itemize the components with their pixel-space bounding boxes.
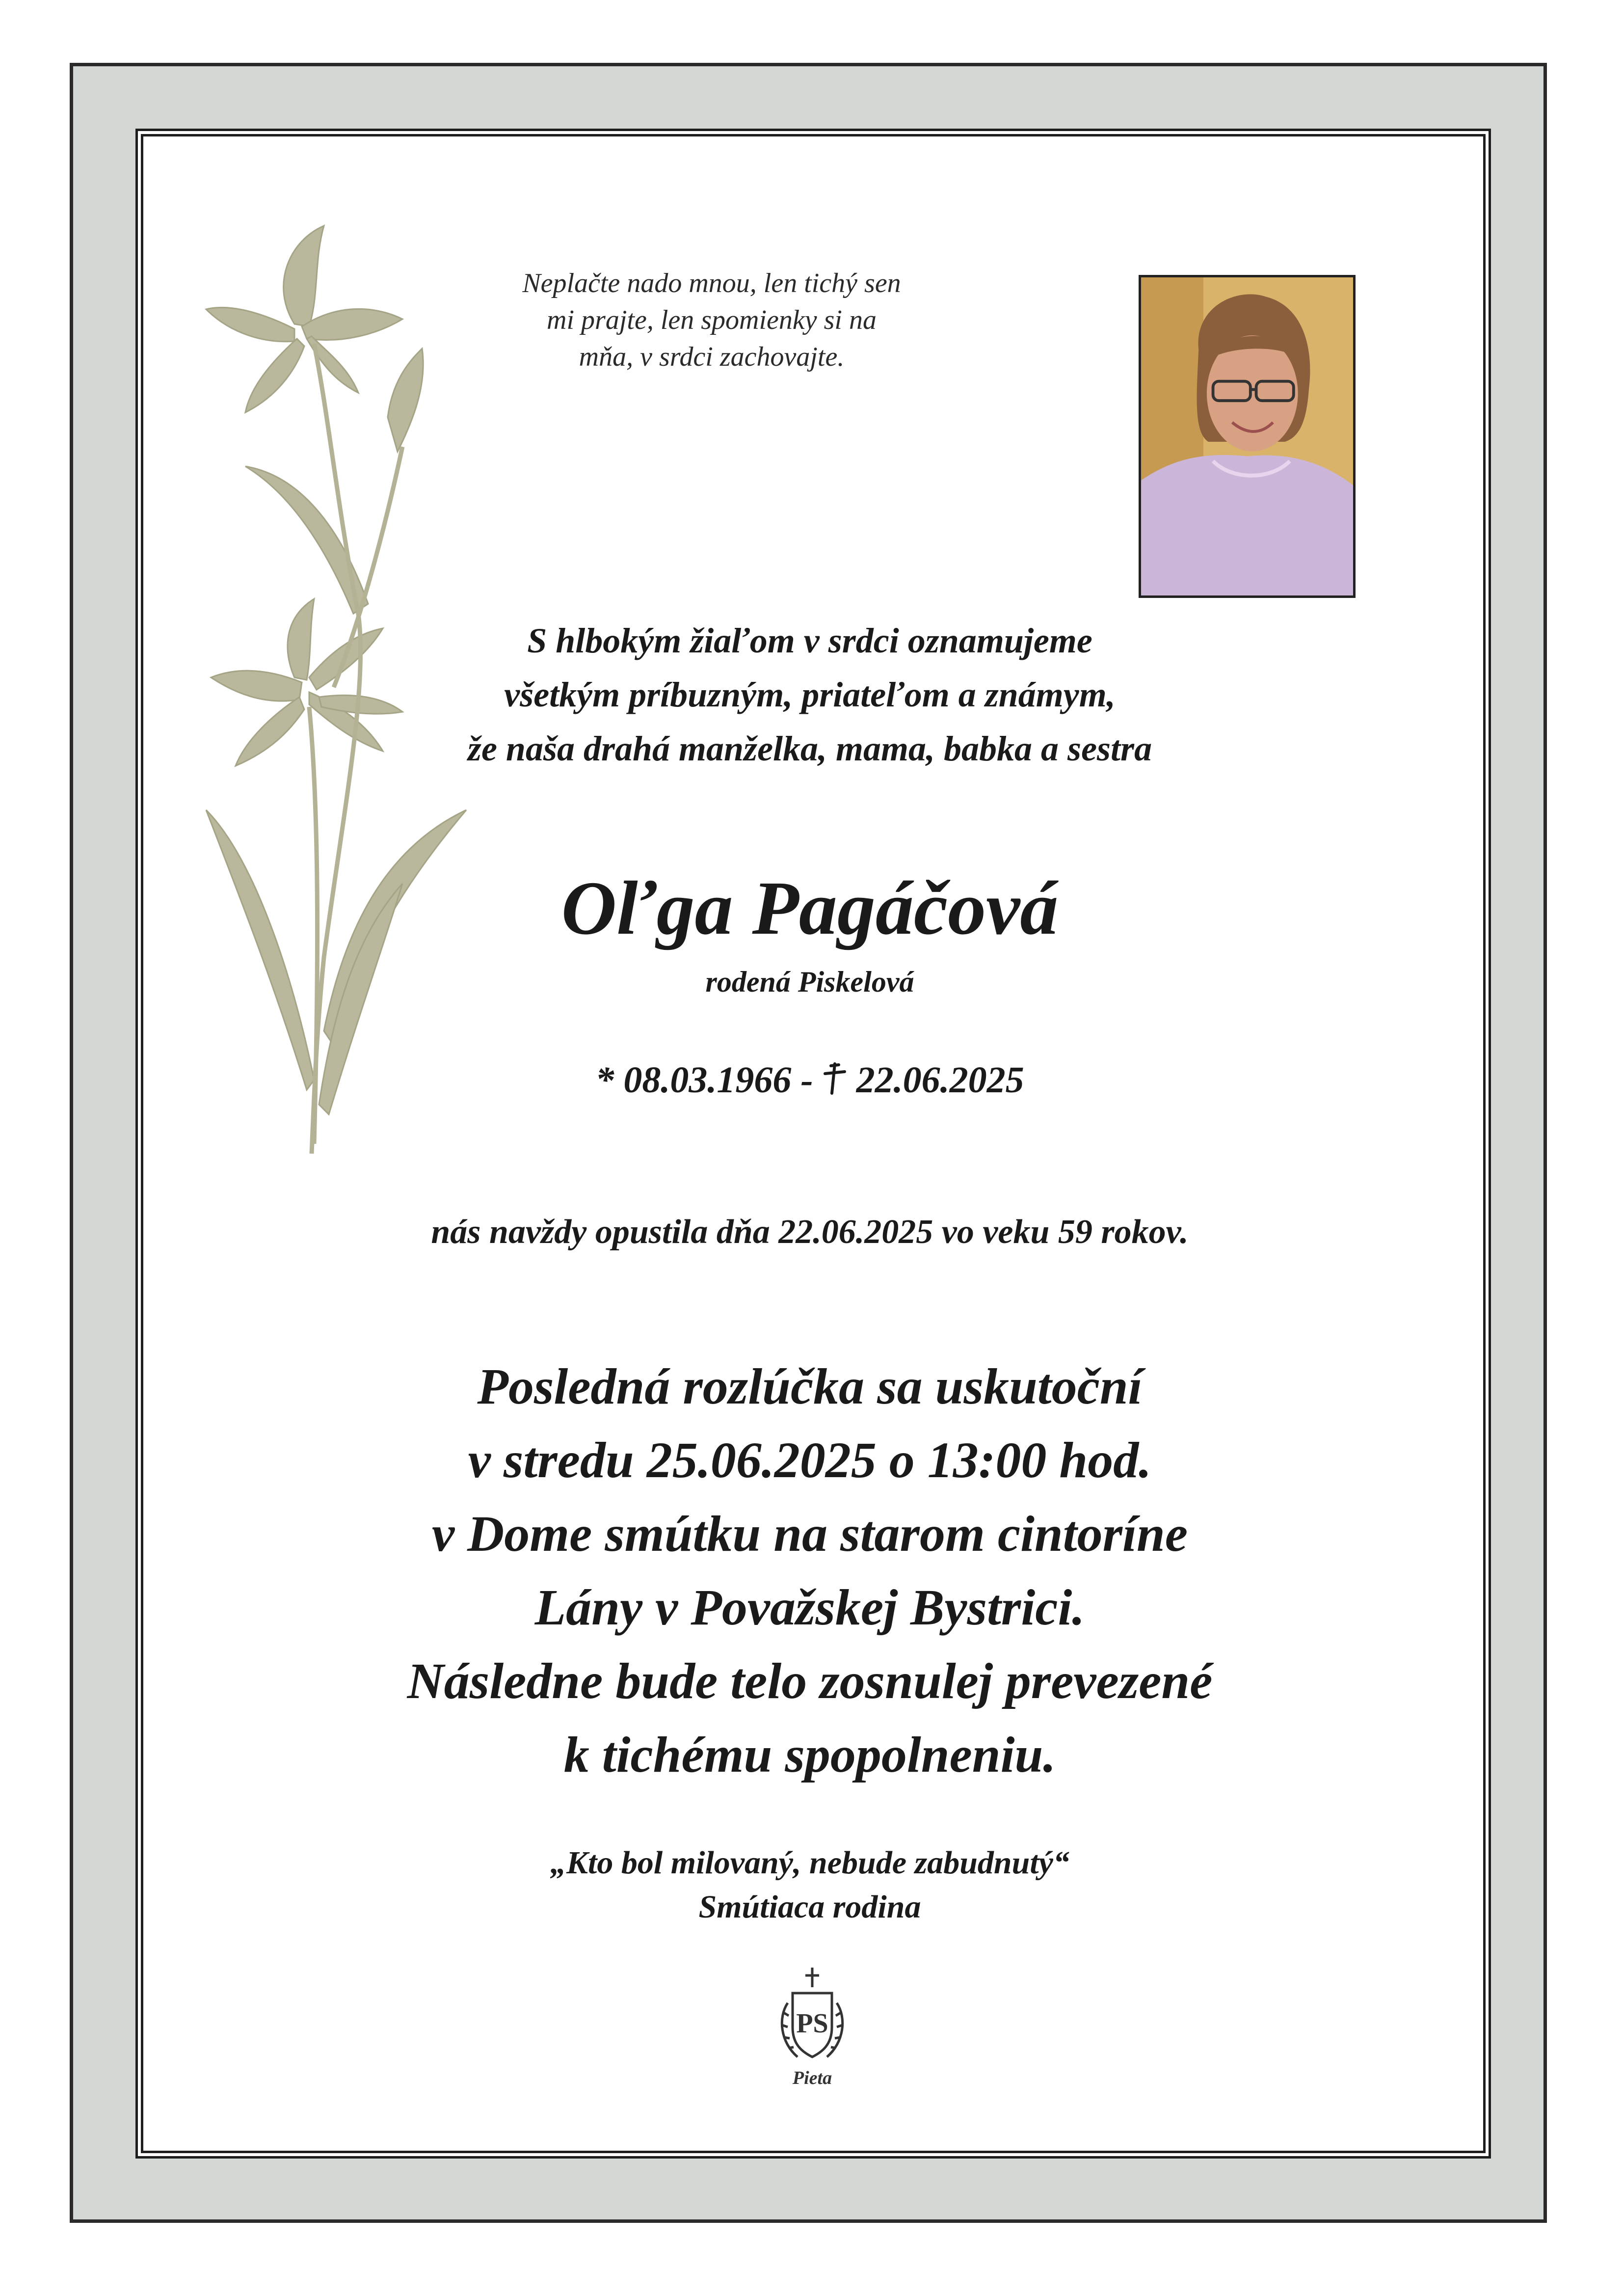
portrait-photo <box>1139 275 1356 598</box>
ceremony-line: Posledná rozlúčka sa uskutoční <box>477 1358 1143 1415</box>
verse-line: Neplačte nado mnou, len tichý sen <box>522 268 901 298</box>
ceremony-line: Lány v Považskej Bystrici. <box>534 1579 1085 1636</box>
ceremony-line: v stredu 25.06.2025 o 13:00 hod. <box>468 1432 1152 1488</box>
intro-line: S hlbokým žiaľom v srdci oznamujeme <box>527 621 1092 660</box>
cross-icon <box>820 1061 850 1096</box>
memorial-verse <box>491 265 932 376</box>
life-dates <box>442 1055 1178 1105</box>
logo-monogram: PS <box>796 2008 828 2039</box>
closing-block <box>344 1841 1276 1929</box>
family-signature: Smútiaca rodina <box>698 1889 921 1925</box>
intro-line: všetkým príbuzným, priateľom a známym, <box>504 675 1116 714</box>
pieta-logo <box>773 1964 851 2091</box>
verse-line: mňa, v srdci zachovajte. <box>579 342 845 372</box>
departed-line: nás navždy opustila dňa 22.06.2025 vo veku 59 rokov. <box>431 1213 1189 1251</box>
ceremony-line: v Dome smútku na starom cintoríne <box>432 1506 1188 1562</box>
verse-line: mi prajte, len spomienky si na <box>547 305 877 335</box>
funeral-details <box>245 1350 1374 1792</box>
announcement-intro <box>344 614 1276 776</box>
death-date: 22.06.2025 <box>856 1059 1024 1101</box>
ceremony-line: k tichému spopolneniu. <box>563 1727 1056 1783</box>
ceremony-line: Následne bude telo zosnulej prevezené <box>407 1653 1213 1709</box>
intro-line: že naša drahá manželka, mama, babka a sestra <box>467 729 1152 768</box>
maiden-name: rodená Piskelová <box>705 966 914 998</box>
closing-quote: „Kto bol milovaný, nebude zabudnutý“ <box>550 1845 1069 1881</box>
birth-date: * 08.03.1966 - <box>595 1059 813 1101</box>
logo-caption: Pieta <box>792 2068 832 2088</box>
deceased-name: Oľga Pagáčová <box>561 865 1059 950</box>
